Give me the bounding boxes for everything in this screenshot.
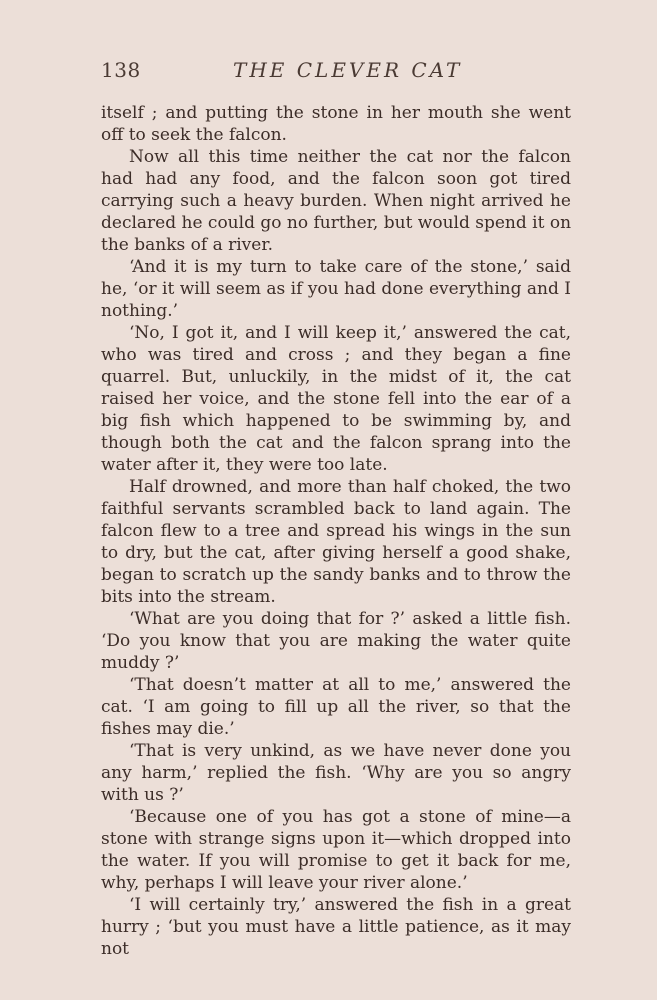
paragraph-1: itself ; and putting the stone in her mouth she went off to seek the falcon. xyxy=(101,103,571,145)
paragraph-6: ‘What are you doing that for ?’ asked a little fish. ‘Do you know that you are making the water quite muddy ?’ xyxy=(101,609,571,673)
paragraph-5: Half drowned, and more than half choked, the two faithful servants scrambled back to land again. The falcon flew to a tree and spread his wings in the sun to dry, but the cat, after giving herself a good shake, began to scratch up the sandy banks and to throw the bits into the stream. xyxy=(101,477,571,607)
paragraph-2: Now all this time neither the cat nor the falcon had had any food, and the falcon soon got tired carrying such a heavy burden. When night arrived he declared he could go no further, but would spend it on the banks of a river. xyxy=(101,147,572,255)
paragraph-8: ‘That is very unkind, as we have never done you any harm,’ replied the fish. ‘Why are you so angry with us ?’ xyxy=(101,741,571,805)
body-text xyxy=(101,102,571,960)
paragraph-7: ‘That doesn’t matter at all to me,’ answered the cat. ‘I am going to fill up all the river, so that the fishes may die.’ xyxy=(101,675,571,739)
page-header xyxy=(101,58,573,88)
page-number: 138 xyxy=(101,58,141,82)
paragraph-10: ‘I will certainly try,’ answered the fish in a great hurry ; ‘but you must have a little patience, as it may not xyxy=(101,895,571,959)
running-title: THE CLEVER CAT xyxy=(233,58,463,82)
paragraph-9: ‘Because one of you has got a stone of mine—a stone with strange signs upon it—which dropped into the water. If you will promise to get it back for me, why, perhaps I will leave your river alone.’ xyxy=(101,807,571,893)
paragraph-4: ‘No, I got it, and I will keep it,’ answered the cat, who was tired and cross ; and they began a fine quarrel. But, unluckily, in the midst of it, the cat raised her voice, and the stone fell into the ear of a big fish which happened to be swimming by, and though both the cat and the falcon sprang into the water after it, they were too late. xyxy=(101,323,571,475)
paragraph-3: ‘And it is my turn to take care of the stone,’ said he, ‘or it will seem as if you had done everything and I nothing.’ xyxy=(101,257,571,321)
